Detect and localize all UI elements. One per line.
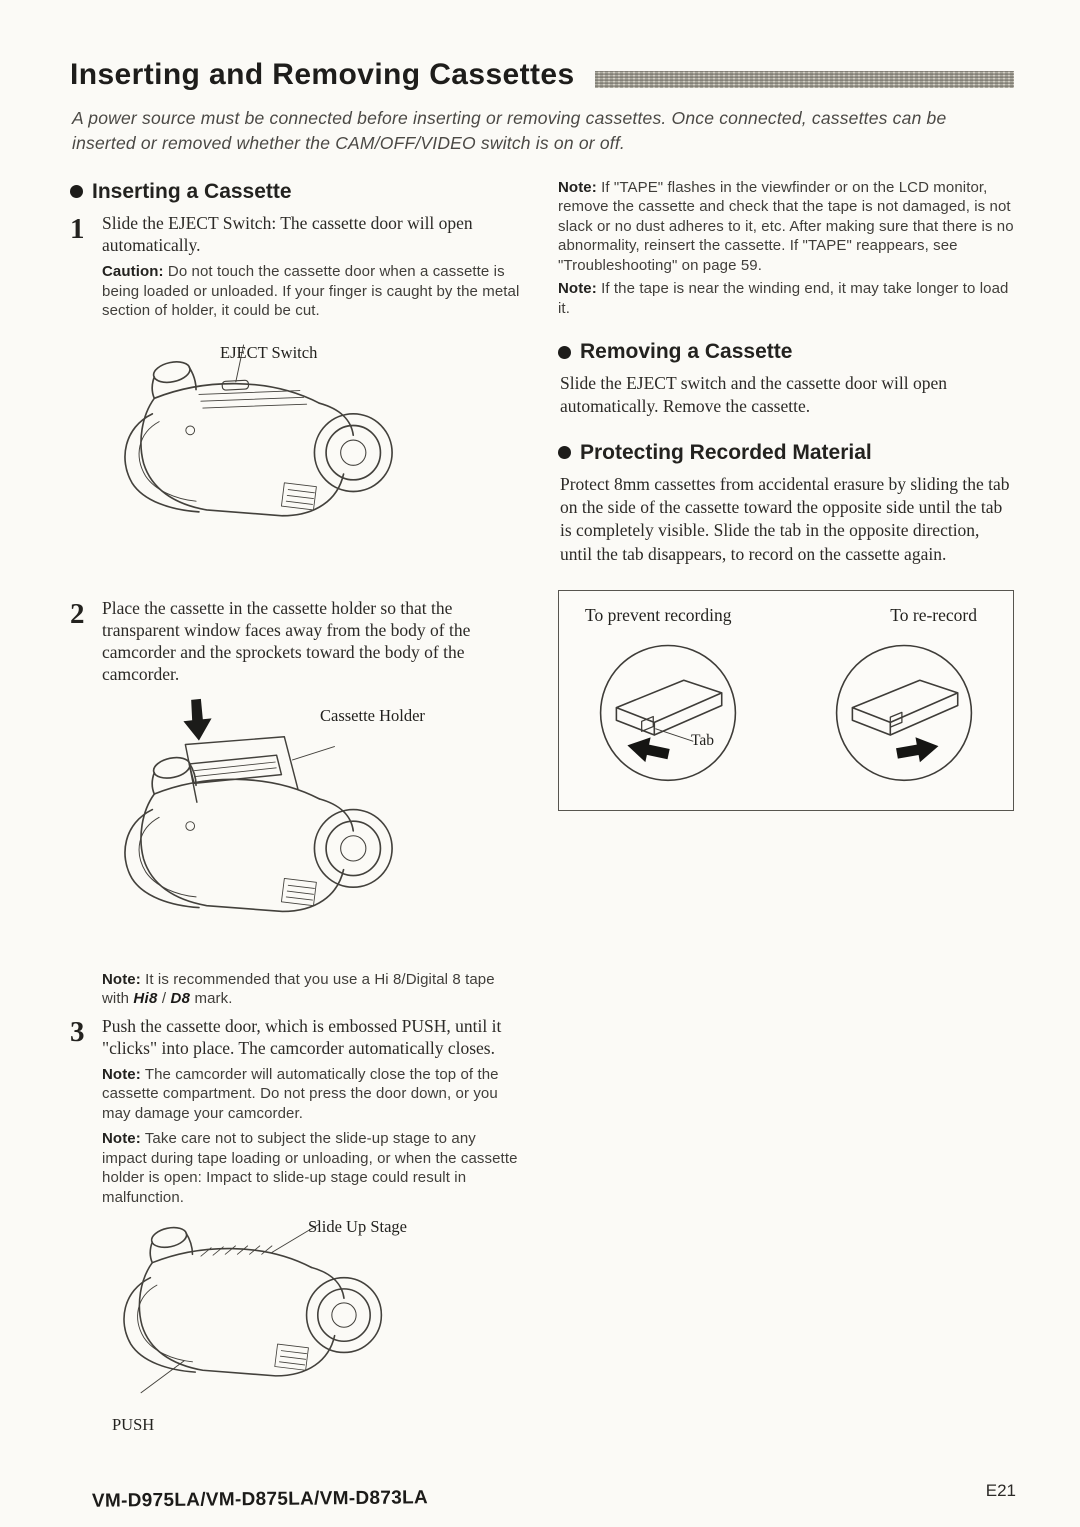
note-label: Note: — [102, 970, 141, 988]
cassette-tab-prevent-illustration — [589, 636, 747, 794]
note-slide-stage — [102, 1129, 522, 1207]
camcorder-push-illustration — [98, 1215, 416, 1402]
figure-holder-label: Cassette Holder — [320, 705, 425, 725]
figure-eject-switch — [70, 343, 522, 591]
intro-paragraph: A power source must be connected before inserting or removing cassettes. Once connected, cassettes can be inserted or removed whether the CAM/OFF/VIDEO switch is on or off. — [72, 108, 947, 153]
step-1-body — [102, 212, 522, 321]
step-1-number: 1 — [70, 212, 85, 245]
camcorder-holder-illustration — [98, 696, 428, 946]
cassette-tab-rerecord-illustration — [825, 636, 983, 794]
note-slide-stage-text: Take care not to subject the slide-up stage to any impact during tape loading or unloading, or when the cassette holder is open: Impact to slide-up stage could result in malfunction. — [102, 1130, 518, 1206]
note-winding-end-text: If the tape is near the winding end, it may take longer to load it. — [558, 280, 1009, 317]
note-tape-type — [102, 970, 522, 1009]
page-title: Inserting and Removing Cassettes — [70, 58, 575, 91]
figure-re-record — [825, 636, 983, 794]
title-row — [70, 58, 1014, 92]
footer-model-numbers: VM-D975LA/VM-D875LA/VM-D873LA — [91, 1487, 429, 1512]
section-inserting-heading — [70, 180, 522, 204]
note-auto-close-text: The camcorder will automatically close the top of the cassette compartment. Do not press the door down, or you may damage your camcorder. — [102, 1065, 499, 1122]
content-columns — [70, 174, 1014, 1438]
protecting-text: Protect 8mm cassettes from accidental erasure by sliding the tab on the side of the cassette toward the opposite side until the tab is completely visible. Slide the tab in the opposite direction, until the tab disappears, to record on the cassette again. — [560, 473, 1010, 564]
section-removing-heading — [558, 340, 1014, 364]
figure-slide-label: Slide Up Stage — [308, 1217, 407, 1237]
figure-push-label: PUSH — [112, 1415, 155, 1435]
bullet-icon — [558, 346, 571, 359]
note-label: Note: — [558, 178, 597, 196]
step-3-number: 3 — [70, 1015, 85, 1048]
removing-text: Slide the EJECT switch and the cassette door will open automatically. Remove the cassette. — [560, 373, 948, 417]
section-inserting-title: Inserting a Cassette — [92, 179, 292, 203]
right-column — [558, 174, 1014, 1438]
note-label: Note: — [102, 1130, 141, 1148]
note-tape-type-text: It is recommended that you use a Hi 8/Digital 8 tape with — [102, 970, 495, 1007]
note-label: Note: — [102, 1065, 141, 1083]
section-protecting-title: Protecting Recorded Material — [580, 440, 872, 464]
step-2-number: 2 — [70, 597, 85, 630]
section-removing-title: Removing a Cassette — [580, 340, 793, 364]
section-protecting-heading — [558, 441, 1014, 465]
note-tape-flash — [558, 178, 1014, 276]
left-column — [70, 174, 522, 1438]
figure-prevent-recording — [589, 636, 747, 794]
note-auto-close — [102, 1065, 522, 1124]
camcorder-eject-illustration — [98, 343, 428, 552]
step-3 — [70, 1015, 522, 1059]
tab-diagram-box — [558, 590, 1014, 811]
step-2 — [70, 597, 522, 686]
tab-diagram-labels — [577, 605, 995, 626]
figure-cassette-holder — [70, 696, 522, 964]
logo-separator: / — [161, 990, 167, 1007]
footer-page-number: E21 — [985, 1481, 1016, 1500]
step-2-text: Place the cassette in the cassette holder so that the transparent window faces away from the body of the camcorder and the sprockets toward the body of the camcorder. — [102, 597, 471, 685]
note-label: Note: — [558, 280, 597, 298]
caution-label: Caution: — [102, 263, 164, 281]
hi8-logo: Hi8 — [133, 990, 158, 1007]
note-tape-type-end: mark. — [194, 990, 233, 1007]
figure-eject-label: EJECT Switch — [220, 342, 318, 362]
d8-logo: D8 — [170, 990, 191, 1007]
step-1-text: Slide the EJECT Switch: The cassette door will open automatically. — [102, 212, 473, 255]
note-tape-flash-text: If "TAPE" flashes in the viewfinder or on the LCD monitor, remove the cassette and check that the tape is not damaged, is not slack or no dust adheres to it, etc. After making sure that there is no abnormality, reinsert the cassette. If "TAPE" reappears, see "Troubleshooting" on page 59. — [558, 178, 1014, 274]
bullet-icon — [70, 185, 83, 198]
title-decoration-band — [595, 71, 1014, 88]
tab-callout-label: Tab — [691, 731, 715, 749]
step-3-text: Push the cassette door, which is embossed PUSH, until it "clicks" into place. The camcorder automatically closes. — [102, 1015, 502, 1058]
note-winding-end — [558, 279, 1014, 318]
step-1-caution — [102, 262, 522, 321]
step-2-body — [102, 597, 522, 686]
step-1 — [70, 212, 522, 321]
tab-diagram-figures — [577, 636, 995, 794]
caution-text: Do not touch the cassette door when a cassette is being loaded or unloaded. If your finger is caught by the metal section of holder, it could be cut. — [102, 263, 520, 320]
label-re-record: To re-record — [890, 604, 977, 625]
bullet-icon — [558, 446, 571, 459]
label-prevent-recording: To prevent recording — [585, 604, 732, 625]
figure-slide-up-stage — [70, 1215, 522, 1437]
step-3-body — [102, 1015, 522, 1059]
